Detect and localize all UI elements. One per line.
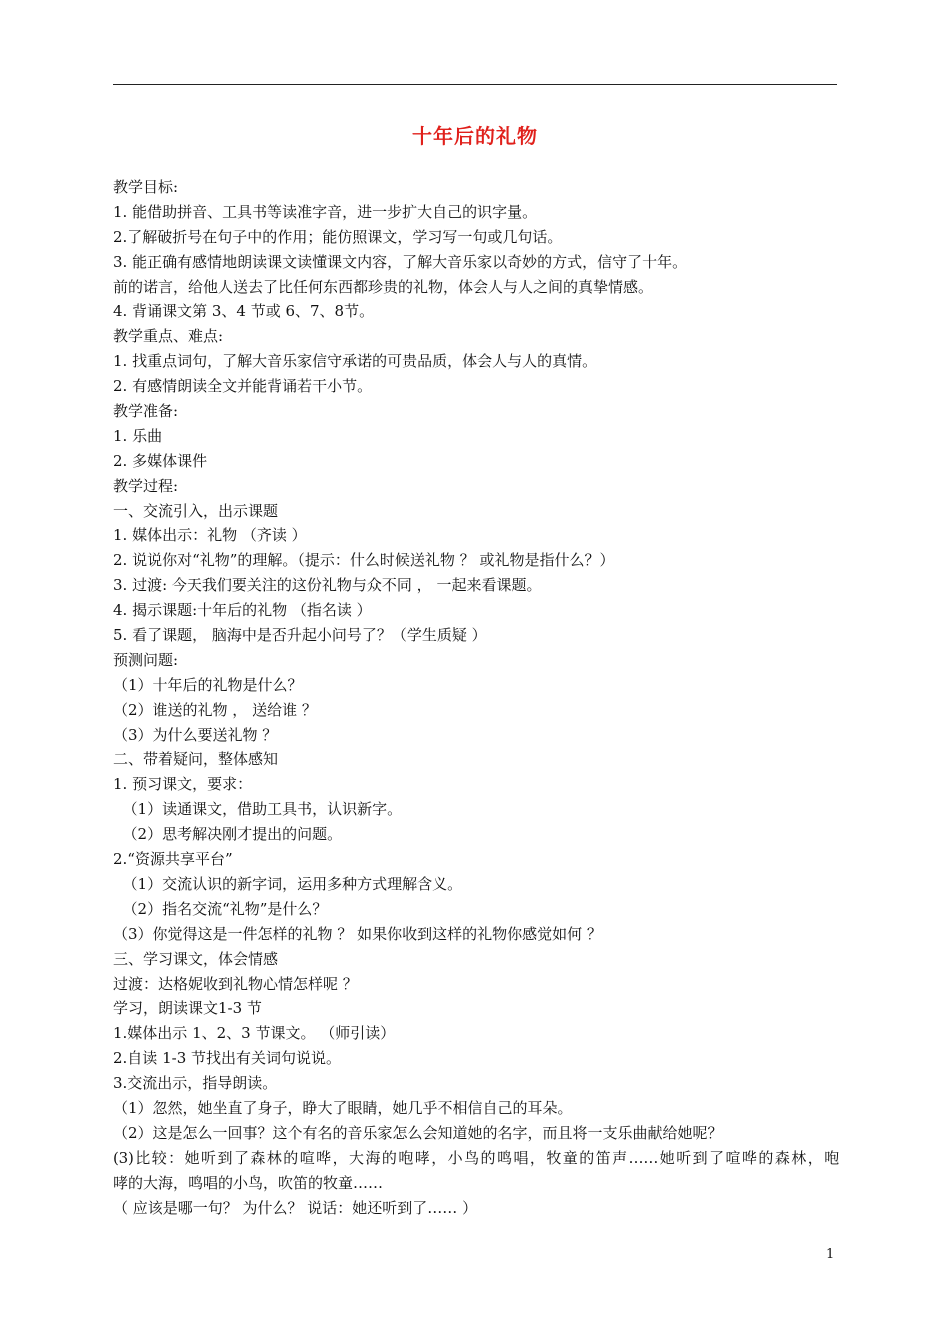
- body-line: 1. 乐曲: [113, 426, 163, 445]
- body-line: 1. 预习课文，要求：: [113, 775, 253, 794]
- body-line: （1）交流认识的新字词，运用多种方式理解含义。: [113, 874, 463, 893]
- page-number: 1: [826, 1247, 835, 1262]
- body-line: 4. 背诵课文第 3、4 节或 6、7、8节。: [113, 302, 375, 321]
- body-line: 学习，朗读课文1-3 节: [113, 999, 262, 1018]
- body-line: 2. 说说你对“礼物”的理解。（提示：什么时候送礼物 ？ 或礼物是指什么？）: [113, 551, 615, 570]
- body-line: （ 应该是哪一句？ 为什么？ 说话：她还听到了…… ）: [113, 1198, 478, 1217]
- body-line: 5. 看了课题， 脑海中是否升起小问号了？（学生质疑 ）: [113, 626, 487, 645]
- body-line: (3)比较：她听到了森林的喧哗，大海的咆哮，小鸟的鸣唱，牧童的笛声……她听到了喧哗的森林，咆: [113, 1148, 839, 1167]
- body-line: 4. 揭示课题:十年后的礼物 （指名读 ）: [113, 601, 372, 620]
- body-line: 预测问题:: [113, 650, 179, 669]
- subsection-heading: 一、交流引入，出示课题: [113, 501, 279, 520]
- body-line: （2）思考解决刚才提出的问题。: [113, 825, 343, 844]
- body-line: （2）这是怎么一回事？这个有名的音乐家怎么会知道她的名字，而且将一支乐曲献给她呢？: [113, 1123, 723, 1142]
- body-line: （3）为什么要送礼物 ？: [113, 725, 278, 744]
- body-line: （3）你觉得这是一件怎样的礼物 ？ 如果你收到这样的礼物你感觉如何 ？: [113, 924, 602, 943]
- section-heading-objectives: 教学目标:: [113, 178, 179, 196]
- body-line: 2. 多媒体课件: [113, 451, 208, 470]
- body-line: （2）谁送的礼物 ， 送给谁 ？: [113, 700, 317, 719]
- body-line: 1. 媒体出示：礼物 （齐读 ）: [113, 526, 307, 545]
- body-line: 2. 有感情朗读全文并能背诵若干小节。: [113, 377, 373, 396]
- subsection-heading: 三、学习课文，体会情感: [113, 949, 279, 968]
- body-line: （1）十年后的礼物是什么？: [113, 675, 303, 694]
- body-line: （2）指名交流“礼物”是什么？: [113, 899, 328, 918]
- body-line: 2.自读 1-3 节找出有关词句说说。: [113, 1049, 342, 1068]
- body-line: 哮的大海，鸣唱的小鸟，吹笛的牧童……: [113, 1173, 384, 1192]
- section-heading-process: 教学过程:: [113, 476, 179, 495]
- body-line: 3.交流出示，指导朗读。: [113, 1074, 278, 1093]
- section-heading-key-points: 教学重点、难点:: [113, 327, 224, 346]
- body-line: （1）忽然，她坐直了身子，睁大了眼睛，她几乎不相信自己的耳朵。: [113, 1098, 573, 1117]
- body-line: 2.“资源共享平台”: [113, 850, 233, 869]
- document-body: [113, 175, 839, 1220]
- document-title: 十年后的礼物: [412, 124, 538, 148]
- section-heading-preparation: 教学准备:: [113, 402, 179, 421]
- subsection-heading: 二、带着疑问，整体感知: [113, 750, 279, 769]
- body-line: 1. 找重点词句，了解大音乐家信守承诺的可贵品质，体会人与人的真情。: [113, 352, 598, 371]
- body-line: 3. 过渡: 今天我们要关注的这份礼物与众不同 ， 一起来看课题。: [113, 576, 542, 595]
- body-line: 前的诺言，给他人送去了比任何东西都珍贵的礼物，体会人与人之间的真挚情感。: [113, 277, 654, 296]
- body-line: 2.了解破折号在句子中的作用；能仿照课文，学习写一句或几句话。: [113, 227, 563, 246]
- body-line: （1）读通课文，借助工具书，认识新字。: [113, 800, 403, 819]
- header-rule: [113, 84, 837, 85]
- body-line: 3. 能正确有感情地朗读课文读懂课文内容，了解大音乐家以奇妙的方式，信守了十年。: [113, 252, 688, 271]
- body-line: 1. 能借助拼音、工具书等读准字音，进一步扩大自己的识字量。: [113, 202, 538, 221]
- body-line: 过渡：达格妮收到礼物心情怎样呢 ？: [113, 974, 358, 993]
- body-line: 1.媒体出示 1、2、3 节课文。 （师引读）: [113, 1024, 396, 1043]
